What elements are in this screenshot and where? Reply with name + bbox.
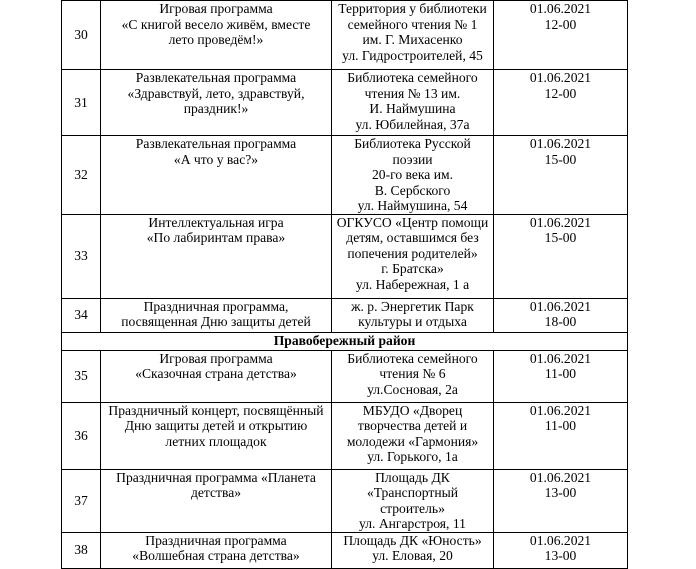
event-datetime: 01.06.2021 13-00	[494, 532, 628, 568]
table-row	[62, 70, 628, 136]
row-number: 34	[62, 298, 101, 332]
table-row	[62, 1, 628, 70]
events-schedule-table	[61, 0, 628, 569]
event-place: Библиотека семейного чтения № 6 ул.Сосновая, 2а	[332, 350, 494, 402]
event-place: Библиотека Русской поэзии 20-го века им. В. Сербского ул. Наймушина, 54	[332, 136, 494, 215]
event-datetime: 01.06.2021 15-00	[494, 214, 628, 298]
event-place: МБУДО «Дворец творчества детей и молодежи «Гармония» ул. Горького, 1а	[332, 402, 494, 469]
row-number: 36	[62, 402, 101, 469]
event-datetime: 01.06.2021 13-00	[494, 469, 628, 532]
table-row	[62, 402, 628, 469]
table-row	[62, 298, 628, 332]
event-datetime: 01.06.2021 11-00	[494, 350, 628, 402]
table-row	[62, 214, 628, 298]
event-name: Интеллектуальная игра «По лабиринтам права»	[101, 214, 332, 298]
event-place: Площадь ДК «Транспортный строитель» ул. Ангарстроя, 11	[332, 469, 494, 532]
event-datetime: 01.06.2021 12-00	[494, 70, 628, 136]
event-name: Праздничная программа «Волшебная страна детства»	[101, 532, 332, 568]
event-place: Площадь ДК «Юность» ул. Еловая, 20	[332, 532, 494, 568]
row-number: 33	[62, 214, 101, 298]
event-datetime: 01.06.2021 18-00	[494, 298, 628, 332]
event-name: Праздничная программа, посвященная Дню защиты детей	[101, 298, 332, 332]
event-datetime: 01.06.2021 11-00	[494, 402, 628, 469]
event-datetime: 01.06.2021 12-00	[494, 1, 628, 70]
event-name: Развлекательная программа «Здравствуй, лето, здравствуй, праздник!»	[101, 70, 332, 136]
row-number: 35	[62, 350, 101, 402]
section-title: Правобережный район	[62, 332, 628, 350]
event-place: ОГКУСО «Центр помощи детям, оставшимся без попечения родителей» г. Братска» ул. Набережная, 1 а	[332, 214, 494, 298]
event-datetime: 01.06.2021 15-00	[494, 136, 628, 215]
event-place: Территория у библиотеки семейного чтения № 1 им. Г. Михасенко ул. Гидростроителей, 45	[332, 1, 494, 70]
row-number: 30	[62, 1, 101, 70]
table-row	[62, 532, 628, 568]
event-place: ж. р. Энергетик Парк культуры и отдыха	[332, 298, 494, 332]
document-page	[61, 0, 627, 569]
row-number: 38	[62, 532, 101, 568]
section-row	[62, 332, 628, 350]
table-row	[62, 136, 628, 215]
event-place: Библиотека семейного чтения № 13 им. И. Наймушина ул. Юбилейная, 37а	[332, 70, 494, 136]
table-row	[62, 469, 628, 532]
event-name: Игровая программа «Сказочная страна детства»	[101, 350, 332, 402]
event-name: Игровая программа «С книгой весело живём, вместе лето проведём!»	[101, 1, 332, 70]
event-name: Праздничный концерт, посвящённый Дню защиты детей и открытию летних площадок	[101, 402, 332, 469]
row-number: 31	[62, 70, 101, 136]
table-row	[62, 350, 628, 402]
row-number: 32	[62, 136, 101, 215]
row-number: 37	[62, 469, 101, 532]
event-name: Праздничная программа «Планета детства»	[101, 469, 332, 532]
event-name: Развлекательная программа «А что у вас?»	[101, 136, 332, 215]
